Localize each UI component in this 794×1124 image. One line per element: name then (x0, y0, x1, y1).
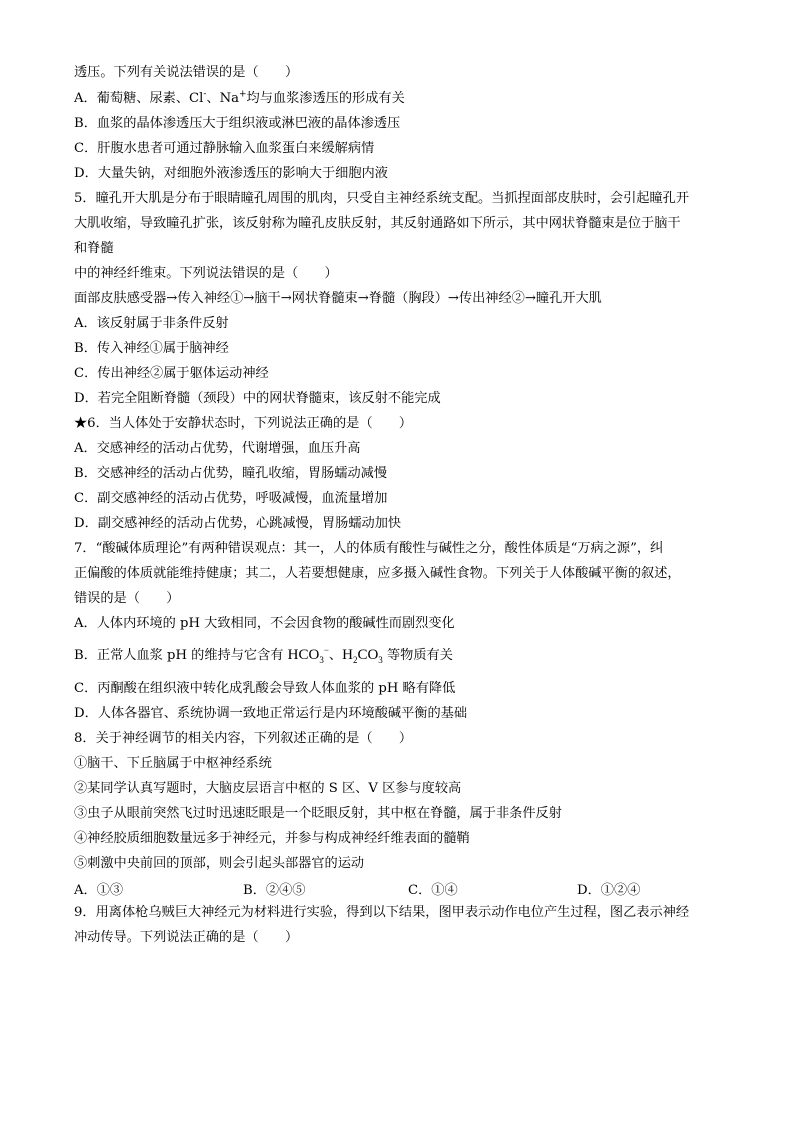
q8-stem: 8．关于神经调节的相关内容，下列叙述正确的是（ ） (74, 731, 413, 746)
q8-statement-1: ①脑干、下丘脑属于中枢神经系统 (74, 756, 272, 771)
q5-stem-line2: 大肌收缩，导致瞳孔扩张，该反射称为瞳孔皮肤反射，其反射通路如下所示，其中网状脊髓束是位于脑干 (74, 216, 681, 231)
q5-stem-line3: 和脊髓 (74, 241, 114, 256)
q8-statement-4: ④神经胶质细胞数量远多于神经元，并参与构成神经纤维表面的髓鞘 (74, 831, 470, 846)
text: 、Na (206, 91, 239, 106)
q8-options (74, 879, 734, 896)
text: A．葡萄糖、尿素、Cl (74, 91, 204, 106)
q8-option-d: D．①②④ (577, 883, 641, 898)
q4-stem-end: 透压。下列有关说法错误的是（ ） (74, 65, 299, 80)
q5-option-b: B．传入神经①属于脑神经 (74, 341, 229, 356)
q8-statement-5: ⑤刺激中央前回的顶部，则会引起头部器官的运动 (74, 856, 365, 871)
q9-stem-line1: 9．用离体枪乌贼巨大神经元为材料进行实验，得到以下结果，图甲表示动作电位产生过程，图乙表示神经 (74, 905, 690, 920)
subscript: 3 (319, 655, 324, 665)
q9-stem-line2: 冲动传导。下列说法正确的是（ ） (74, 930, 299, 945)
superscript: + (238, 89, 247, 100)
q5-reflex-pathway: 面部皮肤感受器→传入神经①→脑干→网状脊髓束→脊髓（胸段）→传出神经②→瞳孔开大肌 (74, 291, 602, 306)
q5-option-c: C．传出神经②属于躯体运动神经 (74, 366, 269, 381)
q8-option-c: C．①④ (408, 883, 458, 898)
q6-option-a: A．交感神经的活动占优势，代谢增强，血压升高 (74, 441, 361, 456)
q5-option-a: A．该反射属于非条件反射 (74, 316, 229, 331)
q5-option-d: D．若完全阻断脊髓（颈段）中的网状脊髓束，该反射不能完成 (74, 391, 441, 406)
text: B．正常人血浆 pH 的维持与它含有 (74, 648, 288, 663)
q8-option-b: B．②④⑤ (243, 883, 306, 898)
text: 均与血浆渗透压的形成有关 (246, 91, 405, 106)
q8-statement-3: ③虫子从眼前突然飞过时迅速眨眼是一个眨眼反射，其中枢在脊髓，属于非条件反射 (74, 806, 562, 821)
superscript: - (203, 89, 207, 100)
q5-stem-line1: 5．瞳孔开大肌是分布于眼睛瞳孔周围的肌肉，只受自主神经系统支配。当抓捏面部皮肤时，会引起瞳孔开 (74, 191, 690, 206)
q4-option-c: C．肝腹水患者可通过静脉输入血浆蛋白来缓解病情 (74, 141, 375, 156)
formula-h2co3 (342, 647, 383, 663)
q8-statement-2: ②某同学认真写题时，大脑皮层语言中枢的 S 区、V 区参与度较高 (74, 781, 462, 796)
text: 、 (328, 648, 343, 663)
q4-option-d: D．大量失钠，对细胞外液渗透压的影响大于细胞内液 (74, 166, 388, 181)
q7-option-c: C．丙酮酸在组织液中转化成乳酸会导致人体血浆的 pH 略有降低 (74, 681, 456, 696)
q4-option-b: B．血浆的晶体渗透压大于组织液或淋巴液的晶体渗透压 (74, 116, 401, 131)
formula-part: HCO (287, 647, 320, 663)
subscript: 3 (378, 655, 383, 665)
q7-option-b (74, 647, 453, 664)
q6-stem: ★6．当人体处于安静状态时，下列说法正确的是（ ） (74, 416, 413, 431)
q7-stem-line2: 正偏酸的体质就能维持健康；其二，人若要想健康，应多摄入碱性食物。下列关于人体酸碱平衡的叙述， (74, 566, 681, 581)
text: 等物质有关 (382, 648, 453, 663)
q7-stem-line3: 错误的是（ ） (74, 591, 180, 606)
formula-hco3 (288, 647, 329, 663)
q4-option-a (74, 90, 405, 107)
q5-stem-line4: 中的神经纤维束。下列说法错误的是（ ） (74, 266, 338, 281)
q7-stem-line1: 7．“酸碱体质理论”有两种错误观点：其一，人的体质有酸性与碱性之分，酸性体质是“万病之源”，纠 (74, 541, 664, 556)
q6-option-b: B．交感神经的活动占优势，瞳孔收缩，胃肠蠕动减慢 (74, 466, 388, 481)
subscript: 2 (352, 655, 358, 665)
formula-part: CO (357, 647, 379, 663)
q7-option-a: A．人体内环境的 pH 大致相同，不会因食物的酸碱性而剧烈变化 (74, 616, 455, 631)
q6-option-c: C．副交感神经的活动占优势，呼吸减慢，血流量增加 (74, 491, 388, 506)
superscript: − (323, 645, 329, 655)
q6-option-d: D．副交感神经的活动占优势，心跳减慢，胃肠蠕动加快 (74, 516, 402, 531)
q8-option-a: A．①③ (74, 883, 124, 898)
formula-part: H (342, 647, 353, 663)
q7-option-d: D．人体各器官、系统协调一致地正常运行是内环境酸碱平衡的基础 (74, 706, 468, 721)
